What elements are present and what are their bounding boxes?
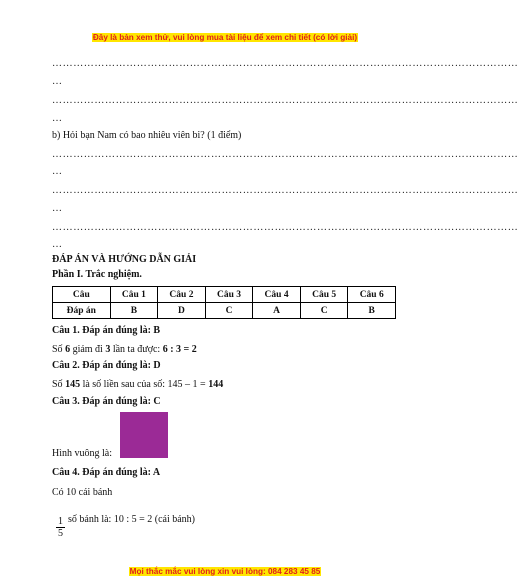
q3-square-label: Hình vuông là: <box>52 448 112 459</box>
answer-line-end: … <box>52 203 62 214</box>
table-cell: Đáp án <box>53 303 111 319</box>
q1-number: 6 <box>65 344 71 355</box>
q1-number: 3 <box>105 344 111 355</box>
q4-line1: Có 10 cái bánh <box>52 487 113 498</box>
table-cell: C <box>205 303 253 319</box>
part1-title: Phần I. Trắc nghiệm. <box>52 269 142 280</box>
table-cell: B <box>110 303 158 319</box>
answer-line: …………………………………………………………………………………………………………………… <box>52 185 518 196</box>
q1-title: Câu 1. Đáp án đúng là: B <box>52 325 161 336</box>
fraction-one-fifth <box>56 516 65 539</box>
answer-line: …………………………………………………………………………………………………………………… <box>52 58 518 69</box>
table-header-row <box>53 287 396 303</box>
table-cell: Câu 3 <box>205 287 253 303</box>
preview-banner <box>0 27 450 45</box>
table-cell: B <box>348 303 396 319</box>
answer-line-end: … <box>52 113 62 124</box>
q2-title: Câu 2. Đáp án đúng là: D <box>52 360 161 371</box>
table-cell: C <box>300 303 348 319</box>
table-cell: A <box>253 303 301 319</box>
table-cell: Câu 5 <box>300 287 348 303</box>
q1-result: 6 : 3 = 2 <box>162 344 197 355</box>
table-cell: Câu <box>53 287 111 303</box>
q1-explanation <box>52 343 197 356</box>
contact-banner-text: Mọi thắc mắc vui lòng xin vui lòng: 084 283 45 85 <box>129 567 321 576</box>
q2-text: là số liền sau của số: 145 – 1 = <box>80 379 209 390</box>
table-cell: Câu 2 <box>158 287 206 303</box>
table-cell: Câu 6 <box>348 287 396 303</box>
fraction-numerator: 1 <box>58 516 63 527</box>
answer-line-end: … <box>52 239 62 250</box>
answer-line: …………………………………………………………………………………………………………………… <box>52 222 518 233</box>
answer-line: …………………………………………………………………………………………………………………… <box>52 149 518 160</box>
table-row <box>53 303 396 319</box>
q2-text: Số <box>52 379 66 390</box>
q2-result: 144 <box>208 379 224 390</box>
table-cell: D <box>158 303 206 319</box>
q4-title: Câu 4. Đáp án đúng là: A <box>52 467 161 478</box>
answer-table <box>52 286 396 319</box>
q3-title: Câu 3. Đáp án đúng là: C <box>52 396 161 407</box>
q2-explanation <box>52 378 223 391</box>
q2-number: 145 <box>65 379 81 390</box>
contact-banner <box>0 561 450 579</box>
preview-banner-text: Đây là bản xem thử, vui lòng mua tài liệu để xem chi tiết (có lời giải) <box>92 33 358 42</box>
answer-line: …………………………………………………………………………………………………………………… <box>52 95 518 106</box>
fraction-denominator: 5 <box>58 528 63 539</box>
answer-line-end: … <box>52 166 62 177</box>
q4-line2: số bánh là: 10 : 5 = 2 (cái bánh) <box>68 514 195 525</box>
answer-section-title: ĐÁP ÁN VÀ HƯỚNG DẪN GIẢI <box>52 254 197 265</box>
purple-square-image <box>120 412 168 458</box>
q1-text: giảm đi <box>70 344 106 355</box>
answer-line-end: … <box>52 76 62 87</box>
q1-text: Số <box>52 344 66 355</box>
q1-text: lần ta được: <box>110 344 163 355</box>
table-cell: Câu 1 <box>110 287 158 303</box>
question-b: b) Hỏi bạn Nam có bao nhiêu viên bi? (1 điểm) <box>52 130 242 141</box>
table-cell: Câu 4 <box>253 287 301 303</box>
